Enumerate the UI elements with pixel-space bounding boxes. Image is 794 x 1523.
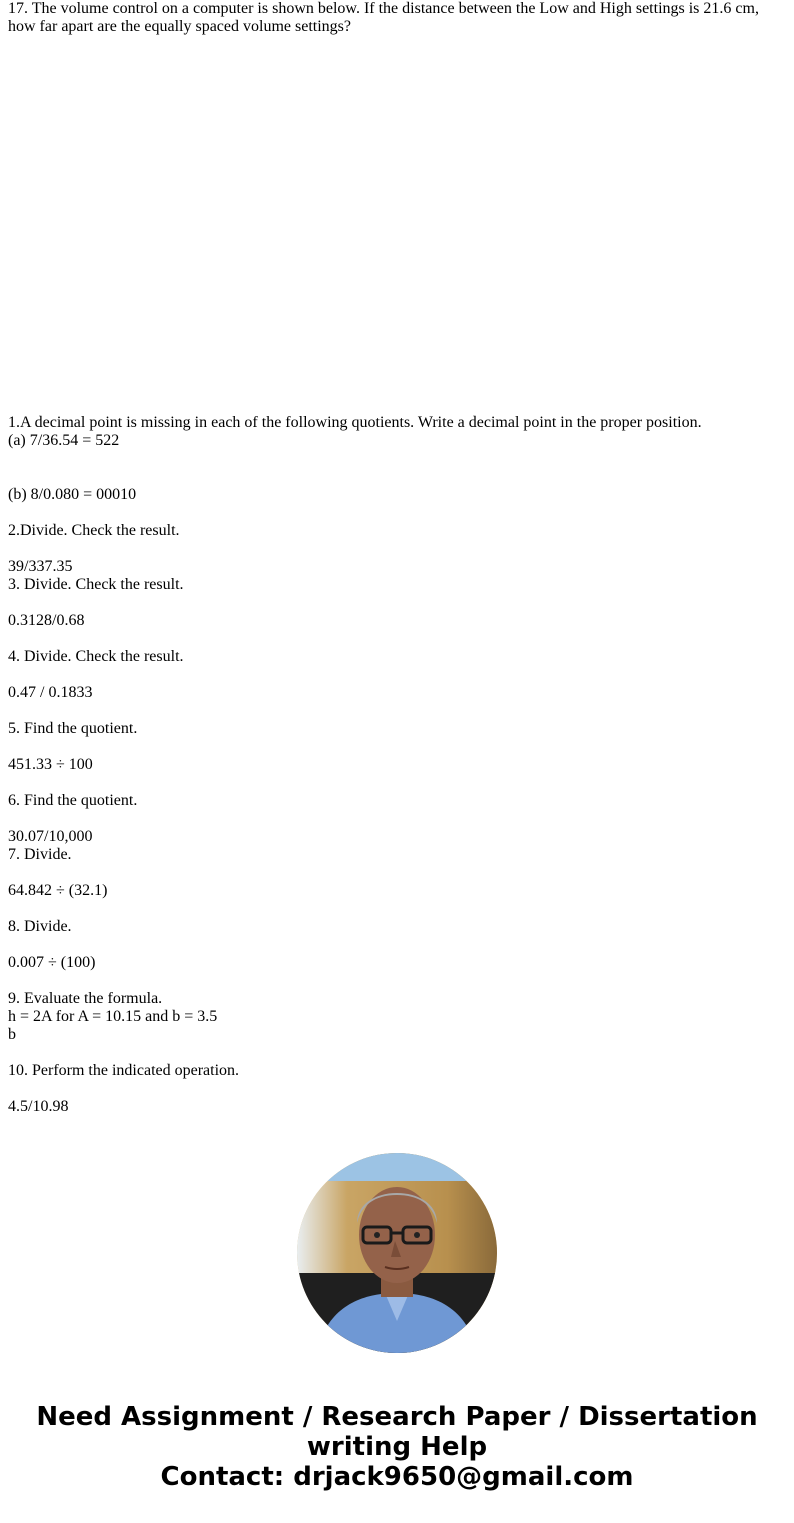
question-5-prompt: 5. Find the quotient. — [8, 720, 138, 737]
question-10-expr: 4.5/10.98 — [8, 1098, 69, 1115]
promo-contact: Contact: drjack9650@gmail.com — [160, 1462, 634, 1492]
promo-footer — [0, 1402, 794, 1492]
promo-line-1: Need Assignment / Research Paper / Dissertation — [36, 1402, 758, 1432]
question-3-expr: 0.3128/0.68 — [8, 612, 85, 629]
question-9-prompt: 9. Evaluate the formula. — [8, 990, 163, 1007]
question-10-prompt: 10. Perform the indicated operation. — [8, 1062, 240, 1079]
question-9-formula: h = 2A for A = 10.15 and b = 3.5 — [8, 1008, 218, 1025]
question-6-expr: 30.07/10,000 — [8, 828, 93, 845]
question-2-prompt: 2.Divide. Check the result. — [8, 522, 180, 539]
question-4-expr: 0.47 / 0.1833 — [8, 684, 93, 701]
question-1a: (a) 7/36.54 = 522 — [8, 432, 120, 449]
avatar — [297, 1153, 497, 1353]
question-2-expr: 39/337.35 — [8, 558, 73, 575]
question-9-denominator: b — [8, 1026, 16, 1043]
question-6-prompt: 6. Find the quotient. — [8, 792, 138, 809]
promo-line-2: writing Help — [306, 1432, 488, 1462]
avatar-portrait-icon — [297, 1153, 497, 1353]
question-1b: (b) 8/0.080 = 00010 — [8, 486, 137, 503]
question-7-prompt: 7. Divide. — [8, 846, 72, 863]
question-4-prompt: 4. Divide. Check the result. — [8, 648, 184, 665]
document-body — [8, 0, 778, 1116]
question-5-expr: 451.33 ÷ 100 — [8, 756, 93, 773]
question-1-prompt: 1.A decimal point is missing in each of the following quotients. Write a decimal point in the proper position. — [8, 414, 702, 431]
question-3-prompt: 3. Divide. Check the result. — [8, 576, 184, 593]
question-17-text: 17. The volume control on a computer is shown below. If the distance between the Low and High settings is 21.6 cm, how far apart are the equally spaced volume settings? — [8, 0, 759, 35]
volume-control-image-placeholder — [8, 36, 778, 414]
question-8-expr: 0.007 ÷ (100) — [8, 954, 96, 971]
question-8-prompt: 8. Divide. — [8, 918, 72, 935]
question-7-expr: 64.842 ÷ (32.1) — [8, 882, 108, 899]
